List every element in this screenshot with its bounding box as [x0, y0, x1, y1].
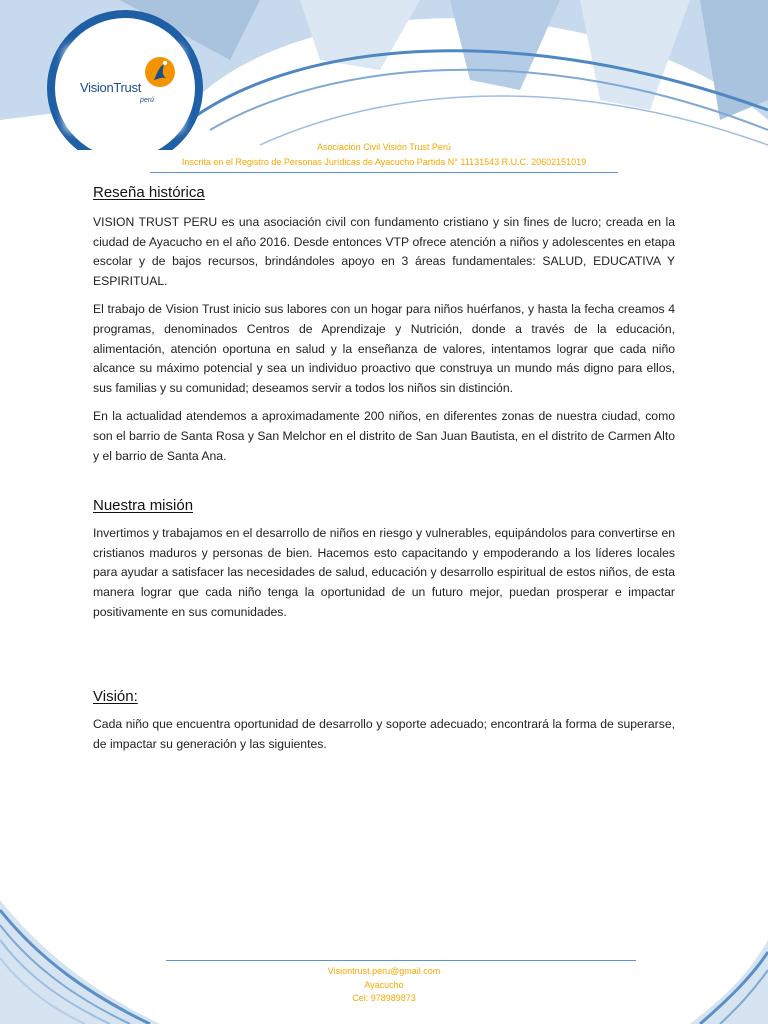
section-title-mission: Nuestra misión	[93, 497, 194, 515]
history-paragraph: En la actualidad atendemos a aproximadamente 200 niños, en diferentes zonas de nuestra ciudad, como son el barrio de Santa Rosa y San Melchor en el distrito de San Juan Bautista, en el distrito de Carmen Alto y el barrio de Santa Ana.	[93, 409, 675, 463]
org-registration: Inscrita en el Registro de Personas Jurídicas de Ayacucho Partida N° 11131543 R.U.C. 20602151019	[181, 157, 587, 167]
logo	[68, 50, 180, 128]
mission-paragraph: Invertimos y trabajamos en el desarrollo de niños en riesgo y vulnerables, equipándolos para convertirse en cristianos maduros y personas de bien. Hacemos esto capacitando y empoderando a los líderes locales para ayudar a satisfacer las necesidades de salud, educación y desarrollo espiritual de estos niños, de esta manera lograr que cada niño tenga la oportunidad de un futuro mejor, puedan prosperar e impactar positivamente en sus comunidades.	[93, 526, 675, 619]
header-divider	[150, 172, 618, 173]
section-title-vision: Visión:	[93, 688, 138, 706]
logo-mark-icon	[144, 56, 176, 88]
history-paragraph: El trabajo de Vision Trust inicio sus labores con un hogar para niños huérfanos, y hasta la fecha creamos 4 programas, denominados Centros de Aprendizaje y Nutrición, donde a través de la educación, alimentación, atención oportuna en salud y la enseñanza de valores, intentamos lograr que cada niño alcance su máximo potencial y sea un individuo proactivo que construya un mundo más digno para ellos, sus familias y su comunidad; deseamos servir a todos los niños sin distinción.	[93, 302, 675, 395]
footer-email[interactable]: Visiontrust.peru@gmail.com	[327, 966, 441, 976]
history-paragraph: VISION TRUST PERU es una asociación civil con fundamento cristiano y sin fines de lucro; creada en la ciudad de Ayacucho en el año 2016. Desde entonces VTP ofrece atención a niños y adolescentes en etapa escolar y de bajos recursos, brindándoles apoyo en 3 áreas fundamentales: SALUD, EDUCATIVA Y ESPIRITUAL.	[93, 215, 675, 288]
footer-city: Ayacucho	[364, 980, 404, 990]
vision-paragraph: Cada niño que encuentra oportunidad de desarrollo y soporte adecuado; encontrará la forma de superarse, de impactar su generación y las siguientes.	[93, 717, 675, 751]
document-body	[93, 184, 675, 754]
logo-subtext: perú	[140, 97, 155, 104]
logo-text: VisionTrust	[80, 80, 142, 95]
org-name: Asociación Civil Visión Trust Perú	[317, 142, 451, 152]
footer-divider	[166, 960, 636, 961]
section-title-history: Reseña histórica	[93, 184, 205, 201]
footer-phone: Cel: 978989873	[352, 993, 416, 1003]
